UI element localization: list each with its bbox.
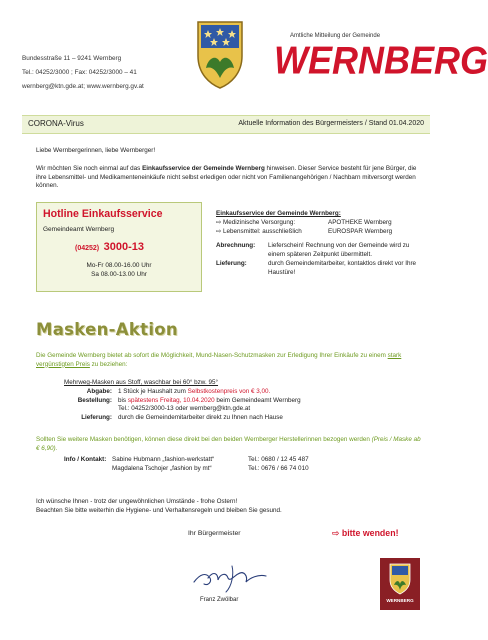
contact-row <box>64 455 309 464</box>
masken-intro-underline: stark vergünstigten Preis <box>36 352 402 368</box>
bestellung-row <box>64 397 414 406</box>
service-delivery-row <box>216 259 426 277</box>
intro-before: Wir möchten Sie noch einmal auf das <box>36 165 143 172</box>
masken-intro <box>36 352 424 369</box>
contacts <box>64 455 309 473</box>
closing <box>36 497 282 515</box>
bestellung-text <box>118 397 301 406</box>
title-info: Aktuelle Information des Bürgermeisters / Stand 01.04.2020 <box>238 120 424 127</box>
intro-after: hinweisen. Dieser Service besteht für jene Bürger, die ihre Lebensmittel- und Medikamenteneinkäufe nicht selbst erledigen oder nicht von Familienangehörigen / Nachbarn mitversorgt werden können. <box>36 165 417 190</box>
billing-text: Lieferschein! Rechnung von der Gemeinde wird zu einem späteren Zeitpunkt übermittelt. <box>268 242 410 258</box>
masken-intro-after: zu beziehen: <box>89 360 128 368</box>
more-masks-text <box>36 436 424 453</box>
hotline-title: Hotline Einkaufsservice <box>43 208 163 220</box>
contact-name: Magdalena Tschojer „fashion by mt“ <box>112 465 212 472</box>
service-heading: Einkaufsservice der Gemeinde Wernberg: <box>216 210 341 217</box>
more-masks-main: Sollten Sie weitere Masken benötigen, können diese direkt bei den beiden Wernberger Herstellerinnen bezogen werden <box>36 436 370 443</box>
delivery-text: durch Gemeindemitarbeiter, kontaktlos direkt vor Ihre Haustüre! <box>268 260 417 276</box>
title-bar <box>22 115 430 134</box>
bestellung-prefix: bis <box>118 396 128 404</box>
hours-saturday: Sa 08.00-13.00 Uhr <box>91 270 147 278</box>
service-food-label: ⇨ Lebensmittel: ausschließlich <box>216 228 302 235</box>
lieferung-label: Lieferung: <box>81 414 112 422</box>
bestellung-contact-row <box>64 405 414 414</box>
service-med-row <box>216 218 426 227</box>
mask-product: Mehrweg-Masken aus Stoff, waschbar bei 60° bzw. 95° <box>64 379 219 386</box>
bestellung-deadline: spätestens Freitag, 10.04.2020 <box>127 396 215 404</box>
service-med-value: APOTHEKE Wernberg <box>328 219 392 226</box>
wernberg-crest-small-logo <box>380 558 420 610</box>
closing-line1: Ich wünsche Ihnen - trotz der ungewöhnlichen Umstände - frohe Ostern! <box>36 498 238 505</box>
masken-title: Masken-Aktion <box>36 320 178 339</box>
brand-title: WERNBERG <box>274 38 488 83</box>
hours-weekday: Mo-Fr 08.00-16.00 Uhr <box>86 262 152 269</box>
crest2-text: WERNBERG <box>386 598 414 603</box>
bestellung-label: Bestellung: <box>77 396 112 404</box>
mask-details <box>64 379 414 423</box>
signoff: Ihr Bürgermeister <box>188 530 241 537</box>
header-subtitle: Amtliche Mitteilung der Gemeinde <box>290 33 381 39</box>
bestellung-contact: Tel.: 04252/3000-13 oder wernberg@ktn.gde.at <box>118 405 251 413</box>
abgabe-label: Abgabe: <box>86 387 112 395</box>
service-med-label: ⇨ Medizinische Versorgung: <box>216 219 296 226</box>
abgabe-price: Selbstkostenpreis von € 3,00. <box>187 387 271 395</box>
contact-name: Sabine Hubmann „fashion-werkstatt“ <box>112 456 215 463</box>
please-turn-over: ⇨ bitte wenden! <box>332 528 399 538</box>
handwritten-signature <box>188 560 272 596</box>
signer-name: Franz Zwölbar <box>200 597 239 603</box>
hotline-hours <box>37 262 201 280</box>
service-info <box>216 209 426 277</box>
address-line: Bundesstraße 11 – 9241 Wernberg <box>22 55 122 62</box>
service-food-row <box>216 227 426 236</box>
web-line: wernberg@ktn.gde.at; www.wernberg.gv.at <box>22 83 144 90</box>
abgabe-text <box>118 388 270 397</box>
billing-label: Abrechnung: <box>216 242 256 249</box>
intro-paragraph <box>36 165 424 191</box>
wernberg-crest-logo <box>194 18 246 90</box>
hotline-box <box>36 202 202 292</box>
contact-phone: Tel.: 0680 / 12 45 487 <box>248 456 309 463</box>
closing-line2: Beachten Sie bitte weiterhin die Hygiene- und Verhaltensregeln und bleiben Sie gesund. <box>36 507 282 515</box>
contact-phone: Tel.: 0676 / 66 74 010 <box>248 465 309 472</box>
contacts-label: Info / Kontakt: <box>64 456 107 463</box>
abgabe-before: 1 Stück je Haushalt zum <box>118 387 188 395</box>
lieferung-text: durch die Gemeindemitarbeiter direkt zu Ihnen nach Hause <box>118 414 283 422</box>
hotline-phone <box>75 237 144 255</box>
intro-bold: Einkaufsservice der Gemeinde Wernberg <box>142 165 265 172</box>
service-food-value: EUROSPAR Wernberg <box>328 228 393 235</box>
abgabe-row <box>64 388 414 397</box>
greeting: Liebe Wernbergerinnen, liebe Wernberger! <box>36 147 156 154</box>
service-billing-row <box>216 241 426 259</box>
hotline-area-code: (04252) <box>75 245 100 252</box>
title-topic: CORONA-Virus <box>28 119 84 128</box>
masken-intro-before: Die Gemeinde Wernberg bietet ab sofort die Möglichkeit, Mund-Nasen-Schutzmasken zur Erledigung Ihrer Einkäufe zu einem <box>36 352 388 359</box>
delivery-label: Lieferung: <box>216 260 247 267</box>
more-masks-price: (Preis / Maske ab € 6,90). <box>36 436 421 452</box>
bestellung-after: beim Gemeindeamt Wernberg <box>214 396 301 404</box>
hotline-office: Gemeindeamt Wernberg <box>43 226 115 233</box>
phone-line: Tel.: 04252/3000 ; Fax: 04252/3000 – 41 <box>22 69 137 76</box>
header-address <box>22 52 144 94</box>
lieferung-row <box>64 414 414 423</box>
contact-row <box>64 464 309 473</box>
hotline-number: 3000-13 <box>103 241 144 253</box>
